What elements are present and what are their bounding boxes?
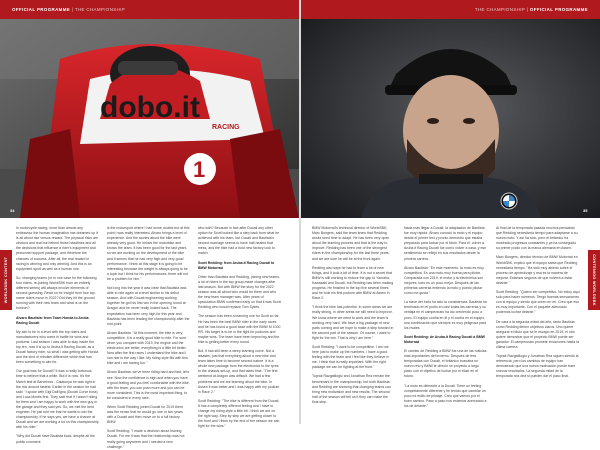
paragraph: El cambio de Redding a BMW fue una de las noticias más importantes del invierno. Después de tres temporadas con Ducati, el británico buscaba un nuevo reto y BMW le ofreció un proyecto a largo plazo con el objetivo de luchar por el título en el futuro. [404,348,487,379]
photo-bautista-bike [0,19,299,218]
side-tab-right [588,250,600,310]
paragraph: BMW Motorrad's technical director of WorldSBK, Marc Bongers, said the team knew that Redding would need time to adapt. He has been very open about the learning process and that is the way to improve. Redding has been one of the strongest riders in the championship for the last three years and we are sure he will be at the front again. [312,226,390,261]
paragraph: Nada más llegar a Ducati, la adaptación de Bautista fue muy rápida. Álvaro conoció la moto y el equipo desde el primer test y pronto demostró que estaba preparado para luchar por el título. Para él, volver a Aruba.it Racing Ducati fue como volver a casa, y ese sentimiento se reflejó en sus resultados desde la primera carrera. [404,226,487,261]
paragraph: Álvaro Bautista: "En este momento, la moto es muy competitiva. Es una moto muy buena para pilotar. Comparada con 2019, el motor y la electrónica son mejores, todo es un poco mejor. Después de las primeras carreras entiendo la moto y puedo pilotar como me gusta." [404,265,484,296]
paragraph: is the motorsport where I had some doubts but at this point I was really interested. Alvaro brings a level of experience. And the stories about the bike were already very good. He knows the motorbike and knows the team. It has been good for the last years so we are working on the development of the bike and it seems that he has very high and very good performance. I think at this stage it is going to be interesting because the weight is always going to be a topic but I think for his performances, there will not be a problem for him." [107,226,190,281]
paragraph: "I think the bike has potential. In some areas we are really strong, in other areas we still need to improve. We know where we need to work and the team is working very hard. We have a big package of new parts coming and we hope to make a step forward in the second part of the season. Of course, I want to fight for the win. That is why I am here." [312,305,394,340]
photo-portrait-illustration [301,19,600,218]
sponsor-logo-text: dobo.it [100,91,200,124]
text-column-3 [198,226,281,429]
paragraph: "La moto es diferente a la Ducati. Tiene un feeling completamente diferente y he tenido que cambiar un poco mi estilo de pilotaje. Creo que vamos por el buen camino. Paso a paso nos estamos acercando a los de delante." [404,383,487,408]
text-column-5 [404,226,487,416]
paragraph: So, changing teams (or in one case for the following four riders, re-joining WorldSBK from an entirely different series) will always involve elements of second-guessing. Read on for insight from four top-name riders move in 2022? Did they hit the ground running with their new team and what is on the horizon? [16,275,97,311]
paragraph: In motorcycle racing, more than almost any endeavour the human imagination has dreamed up it is all about rise versus reward. The physical risks are obvious and real but behind those headlines and all the decisions that influence a rider's equipment and personnel support package, and therefore the chances of success. After all, the real reward in racing is winning and only winning. And this is an equipment sport as well as a human one. [16,226,99,271]
text-column-1 [16,226,99,444]
page-gutter [299,0,301,424]
text-column-6 [496,226,580,416]
header-left-thin: | THE CHAMPIONSHIP [71,7,126,12]
paragraph: Scott Redding: "I made a decision about leaving Ducati. For me it was that the relationship was not really going anywhere and I needed a new challenge." [107,429,185,449]
paragraph: Our goal was for Ducati? It was a really torturous time to believe that a while. But it is now. It's the March test at Barcelona - Catalunya he was right in the mix around fastest. Earlier in the season he had said: "I spoke with Gigi Dall'Igna (Ducati Corse boss) and Luca Montis first. They said that if I wasn't riding for them and I am happy to work with the new guy in the garage and they said yes. So, we met the best engineer. He just told me that he wants to win the championship. If he says yes, we have a chance at Ducati and we are working a lot on this championship with his rider." [16,369,99,430]
bmw-logo [501,193,517,209]
paragraph: Alvaro Bautista: "At this moment, the bike is very competitive. It is a really good bike to ride. For sure when you compare with 2019, the engine and the electronics are better, everything is a little bit better. Now after the first races I understand the bike and I can ride in the way I like. My riding style fits with this bike and I am having fun." [107,330,188,366]
paragraph: Al final de la temporada pasada muchos pensaban que Redding necesitaría tiempo para adaptarse a su nueva moto. Y así ha sido, pero el británico ha mostrado progresos constantes y ya ha conseguido su primer podio con la marca alemana en Assen. [496,226,578,251]
paragraph: La clave del éxito ha sido la consistencia. Bautista ha terminado en el podio en casi todas las carreras y su ventaja en el campeonato ha ido creciendo poco a poco. El equipo confía en él y él confía en el equipo, una combinación que siempre es muy peligrosa para los rivales. [404,300,487,330]
paragraph: Scott Redding: "The bike is different from the Ducati. It has a completely different feeling and I have to change my riding style a little bit. I think we are on the right way. Step by step we are getting closer to the front and I think by the end of the season we can fight for the wins." [198,398,280,429]
page-number-left: 34 [10,208,15,213]
paragraph: Not long into the year it was clear that Bautista was able to ride again at a level similar to his debut season. And with Ducati engineering working together he got his first win in the opening round at Aragon and he never really looked back. The expectation has been very high for this year and Bautista has been leading the championship after the mid-point. [107,286,190,326]
photo-redding-portrait [301,19,600,218]
paragraph: Scott Redding: de Aruba.it Racing Ducati a BMW Motorrad [404,334,485,344]
paragraph: Scott Redding: "Quiero ser competitivo. No estoy aquí solo para hacer números. Tengo buenas sensaciones con el equipo y siento que creen en mí. Creo que eso es muy importante. Con el paquete adecuado podemos luchar delante." [496,290,580,315]
side-tab-left [0,250,12,310]
paragraph: Toprak Razgatlioglu y Jonathan Rea siguen siendo la referencia, pero los cambios de equipo han demostrado que una nueva motivación puede traer nuevos resultados. La segunda mitad de la temporada nos dirá si pueden dar el paso final. [496,354,579,379]
paragraph: "Why did Ducati have Bautista back, despite all the public comment [16,434,95,444]
paragraph: Marc Bongers, director técnico de BMW Motorrad en WorldSBK, explicó que el equipo sabía que Redding necesitaría tiempo. "Ha sido muy abierto sobre el proceso de aprendizaje y esa es la manera de mejorar. Estamos seguros de que volverá a estar delante." [496,255,578,285]
sponsor-logo-subtext: RACING [212,124,240,131]
paragraph: who with? Because in fact after Ducati any other option for Scott looked like a step back from what he achieved with his team, but Ducati and Bautista's second marriage seems to have half-healed that mess, and the bike had a bold new factory look to match. [198,226,280,256]
paragraph: Toprak Razgatlioglu and Jonathan Rea remain the benchmark in the championship, but both Bautista and Redding are showing that changing teams can bring new motivation and new results. The second half of the season will tell us if they can make the final step. [312,374,391,404]
paragraph: My aim to be in a level with the top riders and manufacturers who come in battle for wins and podiums. Last season I was able to stay inside the top ten, now it is up to Aruba.it Racing Ducati, as a Ducati factory rider, so what I was getting with Honda and the kind of mindset difference which that has been something to aim for. [16,329,99,365]
paragraph: De cara a la segunda mitad del año, tanto Bautista como Redding tienen objetivos claros. Uno quiere asegurar el título que se le escapó en 2019, el otro quiere demostrar que el proyecto BMW puede ser ganador. El campeonato promete emociones hasta la última carrera. [496,319,579,349]
photo-bike-illustration [0,19,299,218]
paragraph: Scott Redding: "I want to be competitive. I am not here just to make up the numbers. I have a good feeling with the team and I feel like they believe in me. I think that is really important. With the right package we can be fighting at the front." [312,344,390,370]
paragraph: Alvaro Bautista: from Team Honda to Aruba Racing Ducati [16,315,89,325]
header-right-bold: OFFICIAL PROGRAMME [529,7,588,12]
text-column-4 [312,226,395,416]
paragraph: Other than Bautista and Redding, joining new teams, a lot of riders in the top group made changes after last season. But with BMW the story for the 2022 season was all about who would be there and who the new team manager was. After years of speculation BMW confirmed early on that it was Scott Redding who would replace Tom Sykes. [198,274,281,310]
text-column-2 [107,226,190,449]
side-tab-left-label: WORLDSBK CONTENT [4,256,8,304]
paragraph: Alvaro Bautista: we've been riding hard and fast, let's see. Now the confidence is high and when you have a good feeling and you feel comfortable with the bike, with the team, you can push more and you can be more consistent. This is the most important thing, to be consistent in every race. [107,370,190,400]
header-bar-right [301,0,600,19]
paragraph: When Scott Redding joined Ducati for 2019 there was the sense that he would go one or two years with a Ducati and then move on to a full factory BMW. [107,405,184,425]
header-left-bold: OFFICIAL PROGRAMME [12,7,71,12]
side-tab-right-label: CONTENIDO WORLDSBK [592,254,596,306]
paragraph: Redding also says he had to learn a lot of new things, and it took a bit of time. It is not a secret that BMW is still working to reduce the gap to Yamaha, Kawasaki and Ducati, but Redding has been making progress. He finished in the top five several times and he took his first podium with BMW at Assen in Race 2. [312,265,394,301]
page-number-right: 35 [583,208,588,213]
header-right-thin: THE CHAMPIONSHIP | [474,7,529,12]
paragraph: But, it has still been a steep learning curve. Not a disaster, just that everything about a new bike and team takes time to become second nature. It is a whole new package from the electronics to the tyres to the chassis set-up, and that takes time. "The first weekend at Aragon was difficult. We had a few problems and we are learning about the bike. In Assen it was better and I was happy with my podium in Race 2." [198,348,280,394]
header-bar-left [0,0,299,19]
paragraph: The season has been a learning one for Scott so far. He has been the best BMW rider in the early races and he has found a good base with the BMW M 1000 RR. His target is to be in the fight for podiums and maybe wins. The team have been improving and the bike is getting better every round. [198,314,281,344]
paragraph: Scott Redding: from Aruba.it Racing Ducati to BMW Motorrad [198,260,275,270]
bike-number: 1 [193,157,206,182]
